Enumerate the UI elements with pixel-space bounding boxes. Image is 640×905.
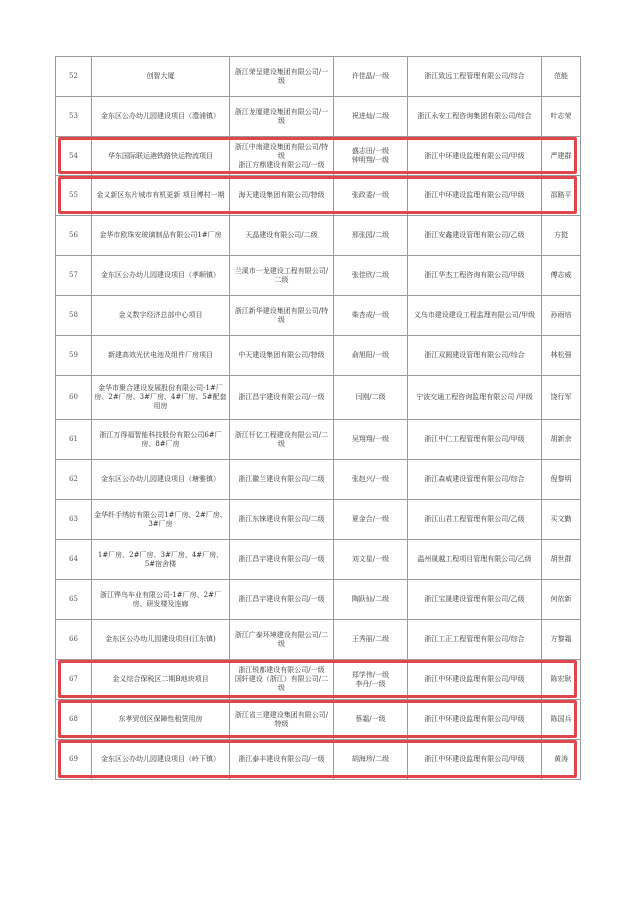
contractor-cell: 兰溪市一龙建设工程有限公司/二级 xyxy=(230,256,334,296)
row-number-cell: 53 xyxy=(56,97,92,137)
supervisor-cell: 浙江中仁工程管理有限公司/甲级 xyxy=(408,420,542,460)
builder-cell: 许佳晶/一级 xyxy=(334,57,408,97)
director-cell: 黄涛 xyxy=(542,740,581,780)
contractor-cell: 浙江广泰环境建设有限公司/二级 xyxy=(230,620,334,660)
table-row xyxy=(56,740,581,780)
supervisor-cell: 浙江中环建设监理有限公司/甲级 xyxy=(408,700,542,740)
project-name-cell: 金华纤手绣纺有限公司1#厂房、2#厂房、3#厂房 xyxy=(92,500,230,540)
table-row xyxy=(56,700,581,740)
supervisor-cell: 浙江森威建设管理有限公司/综合 xyxy=(408,460,542,500)
builder-cell: 祝进灿/二级 xyxy=(334,97,408,137)
builder-cell: 张政委/一级 xyxy=(334,176,408,216)
contractor-cell: 浙江省三建建设集团有限公司/特级 xyxy=(230,700,334,740)
director-cell: 陈宏耿 xyxy=(542,660,581,700)
row-number-cell: 65 xyxy=(56,580,92,620)
builder-cell: 刘文星/一级 xyxy=(334,540,408,580)
supervisor-cell: 浙江中环建设监理有限公司/甲级 xyxy=(408,176,542,216)
supervisor-cell: 浙江宝晟建设管理有限公司/乙级 xyxy=(408,580,542,620)
row-number-cell: 68 xyxy=(56,700,92,740)
contractor-cell: 浙江新华建设集团有限公司/特级 xyxy=(230,296,334,336)
row-number-cell: 60 xyxy=(56,376,92,420)
contractor-cell: 浙江昌宇建设有限公司/一级 xyxy=(230,540,334,580)
row-number-cell: 67 xyxy=(56,660,92,700)
supervisor-cell: 浙江安鑫建设管理有限公司/乙级 xyxy=(408,216,542,256)
contractor-cell: 浙江中南建设集团有限公司/特级 浙江方鼎建设有限公司/一级 xyxy=(230,137,334,176)
director-cell: 倪黎明 xyxy=(542,460,581,500)
project-name-cell: 金东区公办幼儿园建设项目(江东镇) xyxy=(92,620,230,660)
project-name-cell: 金义数字经济总部中心项目 xyxy=(92,296,230,336)
contractor-cell: 浙江昌宇建设有限公司/一级 xyxy=(230,580,334,620)
table-row xyxy=(56,336,581,376)
project-name-cell: 华东国际联运港铁路快运物流项目 xyxy=(92,137,230,176)
director-cell: 范能 xyxy=(542,57,581,97)
supervisor-cell: 义乌市建设建设工程监理有限公司/甲级 xyxy=(408,296,542,336)
contractor-cell: 浙江龙厦建设集团有限公司/一级 xyxy=(230,97,334,137)
builder-cell: 闫刚/二级 xyxy=(334,376,408,420)
row-number-cell: 57 xyxy=(56,256,92,296)
director-cell: 陈国兵 xyxy=(542,700,581,740)
builder-cell: 夏金合/一级 xyxy=(334,500,408,540)
contractor-cell: 浙江东铼建设有限公司/二级 xyxy=(230,500,334,540)
row-number-cell: 62 xyxy=(56,460,92,500)
supervisor-cell: 浙江双圆建设管理有限公司/综合 xyxy=(408,336,542,376)
director-cell: 傅志威 xyxy=(542,256,581,296)
supervisor-cell: 浙江中环建设监理有限公司/甲级 xyxy=(408,660,542,700)
contractor-cell: 浙江泰丰建设有限公司/一级 xyxy=(230,740,334,780)
contractor-cell: 海天建设集团有限公司/特级 xyxy=(230,176,334,216)
director-cell: 邵路平 xyxy=(542,176,581,216)
supervisor-cell: 浙江永安工程咨询集团有限公司/综合 xyxy=(408,97,542,137)
builder-cell: 邢张园/二级 xyxy=(334,216,408,256)
row-number-cell: 58 xyxy=(56,296,92,336)
builder-cell: 俞旭阳/一级 xyxy=(334,336,408,376)
row-number-cell: 63 xyxy=(56,500,92,540)
table-row xyxy=(56,97,581,137)
table-row xyxy=(56,660,581,700)
contractor-cell: 浙江仟亿工程建设有限公司/二级 xyxy=(230,420,334,460)
builder-cell: 陶跃仙/二级 xyxy=(334,580,408,620)
supervisor-cell: 浙江山君工程管理有限公司/乙级 xyxy=(408,500,542,540)
table-row xyxy=(56,460,581,500)
table-row xyxy=(56,620,581,660)
project-name-cell: 金华市聚合建设发展股份有限公司-1#厂房、2#厂房、3#厂房、4#厂房、5#配套用房 xyxy=(92,376,230,420)
project-name-cell: 金东区公办幼儿园建设项目（澧浦镇） xyxy=(92,97,230,137)
table-row xyxy=(56,540,581,580)
project-table xyxy=(55,56,581,780)
table-body xyxy=(56,57,581,780)
table-row xyxy=(56,420,581,460)
project-name-cell: 浙江万得福智能科技股份有限公司6#厂房、8#厂房 xyxy=(92,420,230,460)
contractor-cell: 天晶建设有限公司/二级 xyxy=(230,216,334,256)
supervisor-cell: 浙江致远工程管理有限公司/综合 xyxy=(408,57,542,97)
project-name-cell: 金义综合保税区二期B地块项目 xyxy=(92,660,230,700)
director-cell: 方黎霜 xyxy=(542,620,581,660)
document-page xyxy=(55,56,580,780)
project-name-cell: 东孝贸创区保障性租赁用房 xyxy=(92,700,230,740)
director-cell: 孙雨培 xyxy=(542,296,581,336)
row-number-cell: 66 xyxy=(56,620,92,660)
builder-cell: 胡海珍/二级 xyxy=(334,740,408,780)
row-number-cell: 54 xyxy=(56,137,92,176)
contractor-cell: 浙江徽兰建设有限公司/二级 xyxy=(230,460,334,500)
row-number-cell: 59 xyxy=(56,336,92,376)
supervisor-cell: 浙江中环建设监理有限公司/甲级 xyxy=(408,740,542,780)
table-row xyxy=(56,500,581,540)
director-cell: 林松强 xyxy=(542,336,581,376)
table-row xyxy=(56,580,581,620)
supervisor-cell: 浙江华杰工程咨询有限公司/甲级 xyxy=(408,256,542,296)
project-name-cell: 新建高效光伏电池及组件厂房项目 xyxy=(92,336,230,376)
row-number-cell: 64 xyxy=(56,540,92,580)
project-name-cell: 创智大厦 xyxy=(92,57,230,97)
contractor-cell: 浙江昌宇建设有限公司/一级 xyxy=(230,376,334,420)
table-row xyxy=(56,376,581,420)
builder-cell: 柴杏成/一级 xyxy=(334,296,408,336)
row-number-cell: 61 xyxy=(56,420,92,460)
supervisor-cell: 浙江工正工程管理有限公司/综合 xyxy=(408,620,542,660)
table-row xyxy=(56,57,581,97)
builder-cell: 吴翔翔/一级 xyxy=(334,420,408,460)
contractor-cell: 浙江荣呈建设集团有限公司/一级 xyxy=(230,57,334,97)
builder-cell: 王秀丽/二级 xyxy=(334,620,408,660)
director-cell: 买文勤 xyxy=(542,500,581,540)
table-row xyxy=(56,296,581,336)
project-name-cell: 金东区公办幼儿园建设项目（岭下镇） xyxy=(92,740,230,780)
project-name-cell: 1#厂房、2#厂房、3#厂房、4#厂房、5#宿舍楼 xyxy=(92,540,230,580)
project-name-cell: 金华市欧珠安玻璃制品有限公司1#厂房 xyxy=(92,216,230,256)
builder-cell: 张赵兴/一级 xyxy=(334,460,408,500)
builder-cell: 郑学伟/一级 李丹/一级 xyxy=(334,660,408,700)
row-number-cell: 56 xyxy=(56,216,92,256)
table-row xyxy=(56,256,581,296)
supervisor-cell: 浙江中环建设监理有限公司/甲级 xyxy=(408,137,542,176)
director-cell: 严建群 xyxy=(542,137,581,176)
director-cell: 方挺 xyxy=(542,216,581,256)
project-name-cell: 金东区公办幼儿园建设项目（孝顺镇） xyxy=(92,256,230,296)
table-row xyxy=(56,216,581,256)
contractor-cell: 中天建设集团有限公司/特级 xyxy=(230,336,334,376)
row-number-cell: 55 xyxy=(56,176,92,216)
project-name-cell: 浙江铧鸟车业有限公司-1#厂房、2#厂房、研发楼及连廊 xyxy=(92,580,230,620)
builder-cell: 张佳欣/二级 xyxy=(334,256,408,296)
builder-cell: 盛志田/一级 钟明翔/一级 xyxy=(334,137,408,176)
table-row xyxy=(56,176,581,216)
row-number-cell: 69 xyxy=(56,740,92,780)
table-row xyxy=(56,137,581,176)
director-cell: 叶志荣 xyxy=(542,97,581,137)
supervisor-cell: 宁波交通工程咨询监理有限公司 /甲级 xyxy=(408,376,542,420)
director-cell: 何依新 xyxy=(542,580,581,620)
director-cell: 胡世群 xyxy=(542,540,581,580)
supervisor-cell: 温州晟越工程项目管理有限公司/乙级 xyxy=(408,540,542,580)
director-cell: 饶行军 xyxy=(542,376,581,420)
project-name-cell: 金东区公办幼儿园建设项目（塘雅镇） xyxy=(92,460,230,500)
builder-cell: 蔡霜/一级 xyxy=(334,700,408,740)
director-cell: 胡新余 xyxy=(542,420,581,460)
row-number-cell: 52 xyxy=(56,57,92,97)
contractor-cell: 浙江锐都建设有限公司/一级 国轩建设（浙江）有限公司/二级 xyxy=(230,660,334,700)
project-name-cell: 金义新区东片城市有机更新 项目傅村一期 xyxy=(92,176,230,216)
